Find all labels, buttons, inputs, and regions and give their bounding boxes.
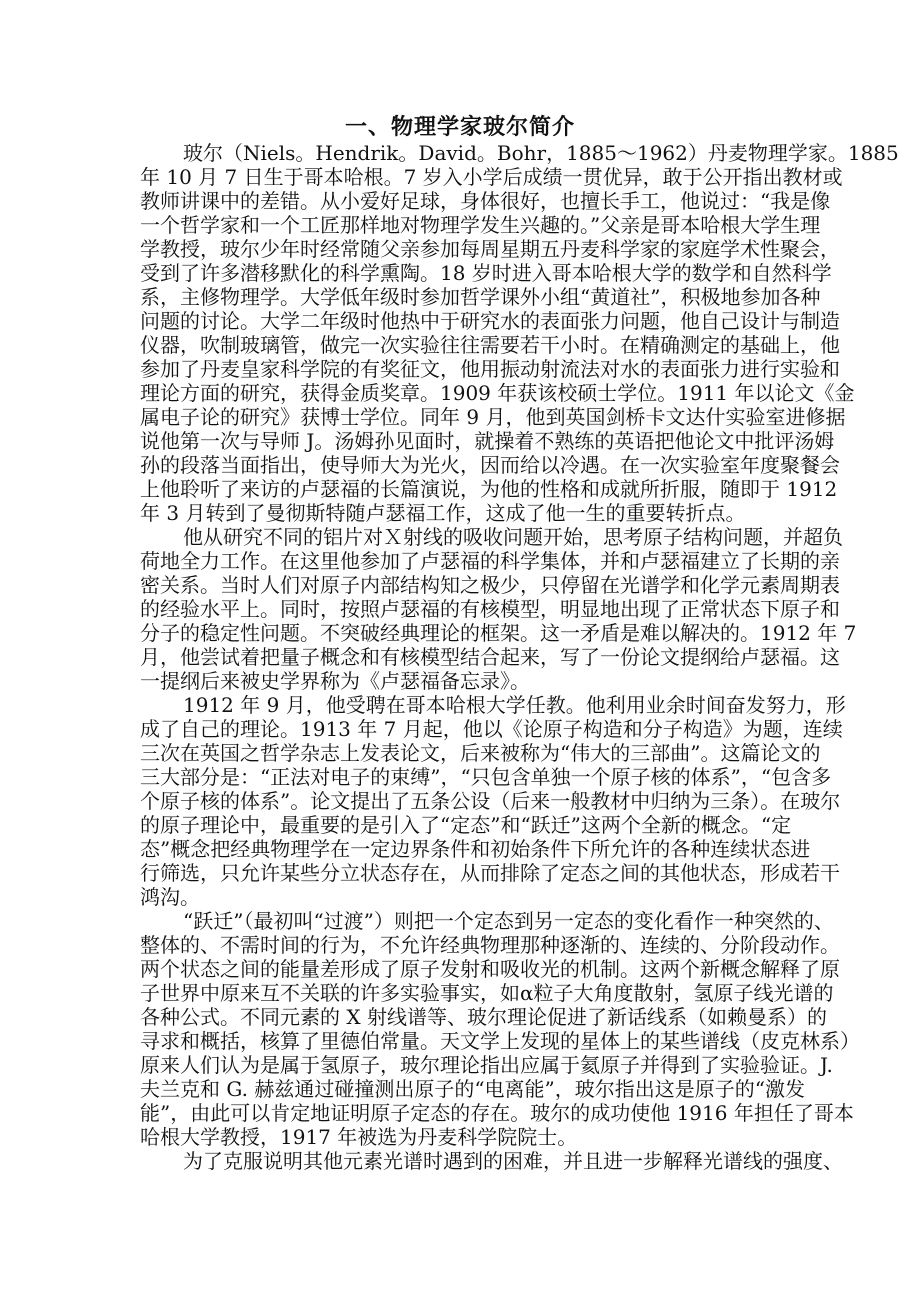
text-line: 孙的段落当面指出，使导师大为光火，因而给以冷遇。在一次实验室年度聚餐会 <box>140 453 840 477</box>
text-line: 鸿沟。 <box>140 885 200 909</box>
text-line: 整体的、不需时间的行为，不允许经典物理那种逐渐的、连续的、分阶段动作。 <box>140 933 840 957</box>
text-line: 密关系。当时人们对原子内部结构知之极少，只停留在光谱学和化学元素周期表 <box>140 573 840 597</box>
text-line: 受到了许多潜移默化的科学熏陶。18 岁时进入哥本哈根大学的数学和自然科学 <box>140 261 832 285</box>
text-line: 的原子理论中，最重要的是引入了“定态”和“跃迁”这两个全新的概念。“定 <box>140 813 792 837</box>
text-line: 学教授，玻尔少年时经常随父亲参加每周星期五丹麦科学家的家庭学术性聚会， <box>140 237 840 261</box>
text-line: 一提纲后来被史学界称为《卢瑟福备忘录》。 <box>140 669 530 693</box>
paragraph <box>140 693 846 909</box>
text-line: 1912 年 9 月，他受聘在哥本哈根大学任教。他利用业余时间奋发努力，形 <box>183 693 846 717</box>
text-line: 寻求和概括，核算了里德伯常量。天文学上发现的星体上的某些谱线（皮克林系） <box>140 1029 860 1053</box>
paragraph <box>140 525 857 693</box>
text-line: 他从研究不同的铝片对Ｘ射线的吸收问题开始，思考原子结构问题，并超负 <box>183 525 843 549</box>
text-line: 月，他尝试着把量子概念和有核模型结合起来，写了一份论文提纲给卢瑟福。这 <box>140 645 840 669</box>
text-line: 的经验水平上。同时，按照卢瑟福的有核模型，明显地出现了正常状态下原子和 <box>140 597 840 621</box>
text-line: 子世界中原来互不关联的许多实验事实，如α粒子大角度散射，氢原子线光谱的 <box>140 981 834 1005</box>
text-line: 玻尔（Niels。Hendrik。David。Bohr，1885～1962）丹麦物理学家。1885 <box>183 141 899 165</box>
paragraph <box>140 1149 843 1173</box>
text-line: 仪器，吹制玻璃管，做完一次实验往往需要若干小时。在精确测定的基础上，他 <box>140 333 840 357</box>
paragraph <box>140 909 860 1149</box>
text-line: 两个状态之间的能量差形成了原子发射和吸收光的机制。这两个新概念解释了原 <box>140 957 840 981</box>
text-line: 说他第一次与导师 J。汤姆孙见面时，就操着不熟练的英语把他论文中批评汤姆 <box>140 429 835 453</box>
text-line: 三次在英国之哲学杂志上发表论文，后来被称为“伟大的三部曲”。这篇论文的 <box>140 741 821 765</box>
text-line: 一个哲学家和一个工匠那样地对物理学发生兴趣的。”父亲是哥本哈根大学生理 <box>140 213 821 237</box>
text-line: 分子的稳定性问题。不突破经典理论的框架。这一矛盾是难以解决的。1912 年 7 <box>140 621 857 645</box>
text-line: 属电子论的研究》获博士学位。同年 9 月，他到英国剑桥卡文达什实验室进修据 <box>140 405 846 429</box>
paragraph <box>140 141 899 525</box>
text-line: 各种公式。不同元素的 X 射线谱等、玻尔理论促进了新话线系（如赖曼系）的 <box>140 1005 827 1029</box>
text-line: 成了自己的理论。1913 年 7 月起，他以《论原子构造和分子构造》为题，连续 <box>140 717 843 741</box>
text-line: 参加了丹麦皇家科学院的有奖征文，他用振动射流法对水的表面张力进行实验和 <box>140 357 840 381</box>
text-line: 问题的讨论。大学二年级时他热中于研究水的表面张力问题，他自己设计与制造 <box>140 309 840 333</box>
text-line: 能”，由此可以肯定地证明原子定态的存在。玻尔的成功使他 1916 年担任了哥本 <box>140 1101 854 1125</box>
text-line: 行筛选，只允许某些分立状态存在，从而排除了定态之间的其他状态，形成若干 <box>140 861 840 885</box>
text-line: 个原子核的体系”。论文提出了五条公设（后来一般教材中归纳为三条）。在玻尔 <box>140 789 841 813</box>
text-line: 上他聆听了来访的卢瑟福的长篇演说，为他的性格和成就所折服，随即于 1912 <box>140 477 838 501</box>
document-body <box>140 141 899 1173</box>
document-title: 一、物理学家玻尔简介 <box>344 114 575 140</box>
text-line: 原来人们认为是属于氢原子，玻尔理论指出应属于氦原子并得到了实验验证。J. <box>140 1053 833 1077</box>
text-line: 年 10 月 7 日生于哥本哈根。7 岁入小学后成绩一贯优异，敢于公开指出教材或 <box>140 165 843 189</box>
text-line: 夫兰克和 G. 赫兹通过碰撞测出原子的“电离能”，玻尔指出这是原子的“激发 <box>140 1077 806 1101</box>
text-line: 态”概念把经典物理学在一定边界条件和初始条件下所允许的各种连续状态进 <box>140 837 811 861</box>
text-line: 教师讲课中的差错。从小爱好足球，身体很好，也擅长手工，他说过：“我是像 <box>140 189 831 213</box>
text-line: 为了克服说明其他元素光谱时遇到的困难，并且进一步解释光谱线的强度、 <box>183 1149 843 1173</box>
text-line: 三大部分是：“正法对电子的束缚”，“只包含单独一个原子核的体系”，“包含多 <box>140 765 832 789</box>
text-line: 荷地全力工作。在这里他参加了卢瑟福的科学集体，并和卢瑟福建立了长期的亲 <box>140 549 840 573</box>
text-line: 哈根大学教授，1917 年被选为丹麦科学院院士。 <box>140 1125 578 1149</box>
text-line: 年 3 月转到了曼彻斯特随卢瑟福工作，这成了他一生的重要转折点。 <box>140 501 746 525</box>
text-line: 理论方面的研究，获得金质奖章。1909 年获该校硕士学位。1911 年以论文《金 <box>140 381 855 405</box>
text-line: 系，主修物理学。大学低年级时参加哲学课外小组“黄道社”，积极地参加各种 <box>140 285 821 309</box>
text-line: “跃迁”（最初叫“过渡”）则把一个定态到另一定态的变化看作一种突然的、 <box>183 909 834 933</box>
